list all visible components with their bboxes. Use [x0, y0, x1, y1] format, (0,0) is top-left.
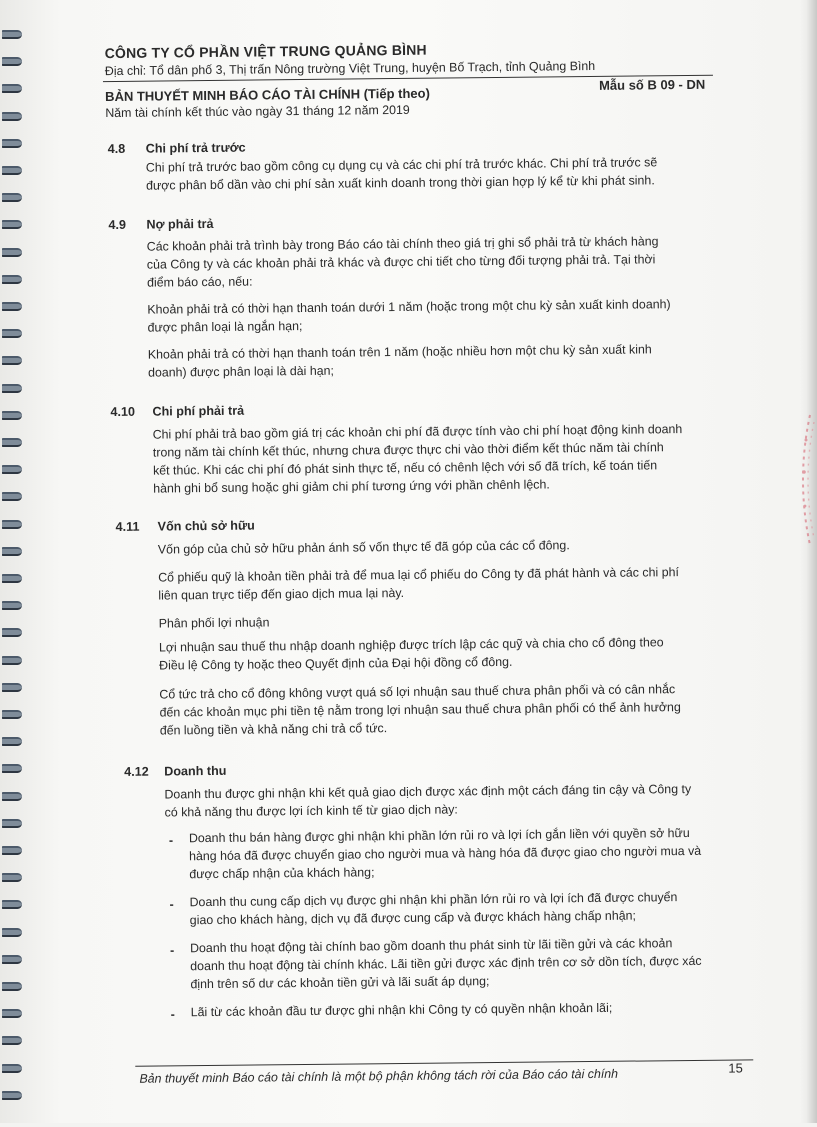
section-number: 4.9: [108, 217, 127, 233]
paragraph-line: doanh) được phân loại là dài hạn;: [147, 363, 334, 380]
bullet-line: Doanh thu cung cấp dịch vụ được ghi nhận khi phần lớn rủi ro và lợi ích đã được chuyển: [189, 890, 678, 910]
footer-note: Bản thuyết minh Báo cáo tài chính là một bộ phận không tách rời của Báo cáo tài chính: [139, 1066, 619, 1086]
section-number: 4.8: [107, 141, 126, 157]
section-title: Doanh thu: [164, 763, 227, 779]
paragraph-line: điểm báo cáo, nếu:: [147, 274, 253, 290]
paragraph-line: Điều lệ Công ty hoặc theo Quyết định của Đại hội đồng cổ đông.: [159, 654, 513, 673]
paragraph-line: được phân loại là ngắn hạn;: [147, 319, 303, 335]
paragraph-line: trong năm tài chính kết thúc, nhưng chưa được thực chi vào thời điểm kết thúc năm tài chính: [152, 440, 664, 460]
footer-divider: [135, 1059, 753, 1066]
section-title: Chi phí phải trả: [152, 403, 245, 419]
paragraph-line: Cổ phiếu quỹ là khoản tiền phải trả để mua lại cổ phiếu do Công ty đã phát hành và các chi phí: [158, 565, 679, 585]
paragraph-line: có khả năng thu được lợi ích kinh tế từ giao dịch này:: [164, 802, 458, 820]
section-title: Vốn chủ sở hữu: [157, 518, 255, 534]
paragraph-line: hành ghi bổ sung hoặc ghi giảm chi phí tương ứng với phần chênh lệch.: [153, 477, 550, 496]
bullet-line: hàng hóa đã được chuyển giao cho người mua và hàng hóa đã được giao cho người mua và: [189, 843, 702, 864]
paragraph-line: Các khoản phải trả trình bày trong Báo cáo tài chính theo giá trị ghi sổ phải trả từ khách hàng: [146, 234, 659, 254]
paragraph-line: Lợi nhuận sau thuế thu nhập doanh nghiệp được trích lập các quỹ và chia cho cổ đông theo: [158, 635, 664, 655]
subheading: Phân phối lợi nhuận: [158, 615, 270, 631]
bullet-line: Doanh thu bán hàng được ghi nhận khi phần lớn rủi ro và lợi ích gắn liền với quyền sở hữu: [188, 825, 690, 846]
paragraph-line: Vốn góp của chủ sở hữu phản ánh số vốn thực tế đã góp của các cổ đông.: [157, 538, 570, 557]
bullet-dash: -: [168, 833, 174, 848]
form-number: Mẫu số B 09 - DN: [598, 76, 706, 93]
company-address: Địa chỉ: Tổ dân phố 3, Thị trấn Nông trường Việt Trung, huyện Bố Trạch, tỉnh Quảng Bình: [104, 58, 596, 79]
section-number: 4.11: [115, 519, 140, 534]
fiscal-year-line: Năm tài chính kết thúc vào ngày 31 tháng 12 năm 2019: [105, 102, 410, 121]
document-title: BẢN THUYẾT MINH BÁO CÁO TÀI CHÍNH (Tiếp theo): [105, 85, 430, 105]
bullet-line: định trên số dư các khoản tiền gửi và lãi suất áp dụng;: [190, 974, 490, 992]
bullet-line: được chấp nhận của khách hàng;: [189, 865, 375, 882]
bullet-line: Lãi từ các khoản đầu tư được ghi nhận khi Công ty có quyền nhận khoản lãi;: [190, 1000, 613, 1020]
paragraph-line: được phân bổ dần vào chi phí sản xuất kinh doanh trong thời gian hợp lý kể từ khi phát sinh.: [145, 173, 655, 193]
section-title: Nợ phải trả: [146, 216, 214, 232]
company-name: CÔNG TY CỔ PHẦN VIỆT TRUNG QUẢNG BÌNH: [104, 41, 427, 62]
paragraph-line: Khoản phải trả có thời hạn thanh toán trên 1 năm (hoặc nhiều hơn một chu kỳ sản xuất kinh: [147, 342, 652, 362]
paragraph-line: đến các khoản mục phi tiền tệ nằm trong lợi nhuận sau thuế chưa phân phối có thể ảnh hưởng: [159, 700, 681, 720]
paragraph-line: Chi phí trả trước bao gồm công cụ dụng cụ và các chi phí trả trước khác. Chi phí trả trước sẽ: [145, 155, 658, 175]
paragraph-line: Cổ tức trả cho cổ đông không vượt quá số lợi nhuận sau thuế chưa phân phối và có cân nhắc: [159, 682, 676, 702]
section-number: 4.10: [110, 404, 136, 420]
section-title: Chi phí trả trước: [145, 140, 246, 156]
section-number: 4.12: [124, 764, 149, 779]
page-number: 15: [728, 1060, 743, 1076]
bullet-dash: -: [170, 1007, 175, 1022]
paragraph-line: Khoản phải trả có thời hạn thanh toán dưới 1 năm (hoặc trong một chu kỳ sản xuất kinh doanh): [147, 297, 671, 317]
bullet-dash: -: [170, 943, 175, 958]
bullet-dash: -: [169, 897, 174, 912]
bullet-line: Doanh thu hoạt động tài chính bao gồm doanh thu phát sinh từ lãi tiền gửi và các khoản: [189, 936, 673, 956]
paragraph-line: liên quan trực tiếp đến giao dịch mua lại này.: [158, 585, 405, 603]
paragraph-line: kết thúc. Khi các chi phí đó phát sinh thực tế, nếu có chênh lệch với số đã trích, kế toán tiến: [152, 458, 658, 478]
paragraph-line: đến luồng tiền và khả năng chi trả cổ tức.: [159, 721, 388, 738]
bullet-line: doanh thu hoạt động tài chính khác. Lãi tiền gửi được xác định trên cơ sở dồn tích, được xác: [190, 953, 702, 974]
paragraph-line: Chi phí phải trả bao gồm giá trị các khoản chi phí đã được tính vào chi phí hoạt động kinh doanh: [152, 422, 683, 442]
paragraph-line: Doanh thu được ghi nhận khi kết quả giao dịch được xác định một cách đáng tin cậy và Công ty: [164, 781, 692, 802]
paragraph-line: của Công ty và các khoản phải trả khác và được chi tiết cho từng đối tượng phải trả. Tại thời: [146, 252, 656, 272]
bullet-line: giao cho khách hàng, dịch vụ đã được cung cấp và được khách hàng chấp nhận;: [189, 908, 636, 928]
